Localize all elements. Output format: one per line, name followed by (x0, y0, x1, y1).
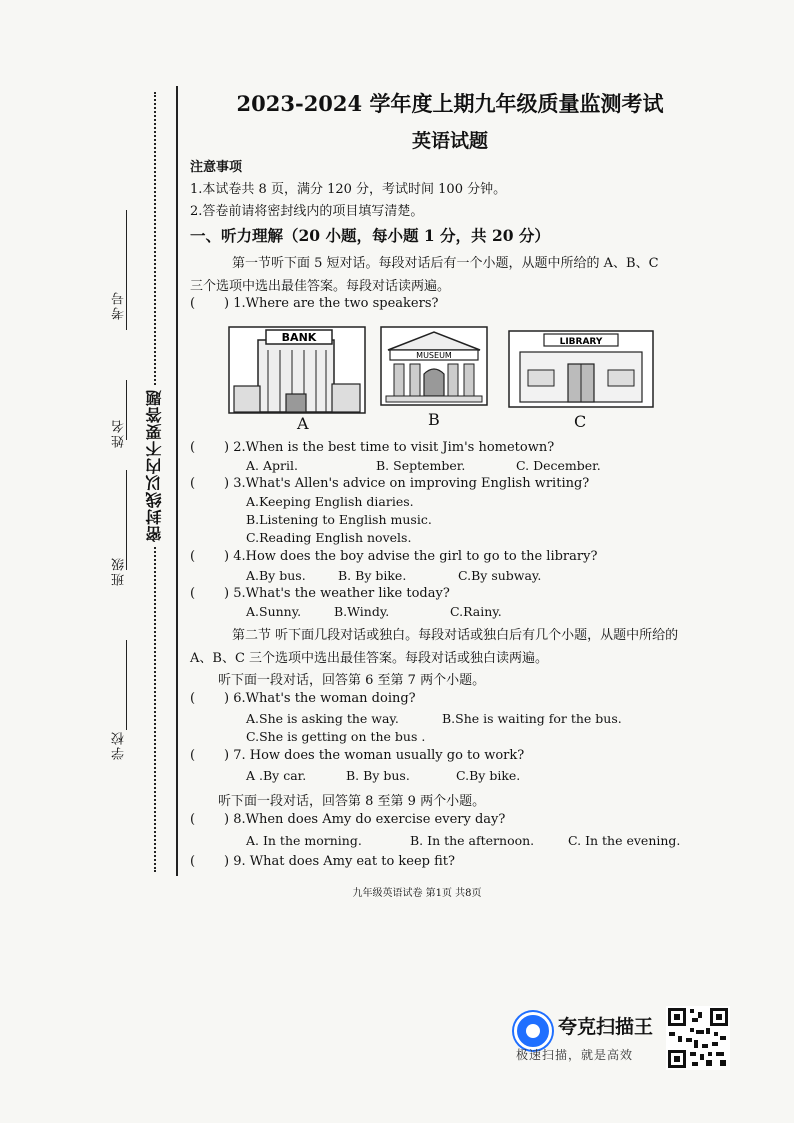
question-3-text: 3.What's Allen's advice on improving English writing? (233, 476, 590, 491)
picture-a-label: A (297, 414, 309, 433)
q4-option-a: A.By bus. (246, 568, 306, 583)
notice-item-2: 2.答卷前请将密封线内的项目填写清楚。 (190, 204, 424, 219)
question-7: ( ) 7. How does the woman usually go to work? (190, 748, 525, 763)
q7-option-b: B. By bus. (346, 768, 410, 783)
question-2-text: 2.When is the best time to visit Jim's hometown? (233, 440, 555, 455)
scanner-slogan: 极速扫描，就是高效 (516, 1048, 634, 1062)
question-9-text: 9. What does Amy eat to keep fit? (233, 854, 455, 869)
qr-code-icon (666, 1006, 730, 1070)
question-6: ( ) 6.What's the woman doing? (190, 691, 416, 706)
page-footer: 九年级英语试卷 第1页 共8页 (352, 888, 482, 899)
q5-option-a: A.Sunny. (246, 604, 302, 619)
question-8: ( ) 8.When does Amy do exercise every day? (190, 812, 506, 827)
question-7-text: 7. How does the woman usually go to work? (233, 748, 525, 763)
section1-instr-1: 第一节听下面 5 短对话。每段对话后有一个小题，从题中所给的 A、B、C (232, 256, 659, 271)
q8-option-b: B. In the afternoon. (410, 833, 535, 848)
museum-picture (380, 326, 488, 406)
question-5-text: 5.What's the weather like today? (233, 586, 450, 601)
q6-option-b: B.She is waiting for the bus. (442, 711, 622, 726)
picture-b-label: B (428, 410, 440, 429)
q3-option-a: A.Keeping English diaries. (246, 494, 414, 509)
question-1-text: 1.Where are the two speakers? (233, 296, 439, 311)
class-line (126, 470, 127, 570)
q4-option-b: B. By bike. (338, 568, 407, 583)
library-picture (508, 330, 654, 408)
q6-option-c: C.She is getting on the bus . (246, 729, 426, 744)
question-5: ( ) 5.What's the weather like today? (190, 586, 450, 601)
section1-instr-2: 三个选项中选出最佳答案。每段对话读两遍。 (190, 279, 451, 294)
notice-heading: 注意事项 (190, 160, 243, 175)
q3-option-c: C.Reading English novels. (246, 530, 412, 545)
q6-option-a: A.She is asking the way. (246, 711, 399, 726)
library-sign: LIBRARY (559, 337, 603, 347)
question-6-text: 6.What's the woman doing? (233, 691, 416, 706)
part1-heading: 一、听力理解（20 小题，每小题 1 分，共 20 分） (190, 226, 550, 245)
q2-option-b: B. September. (376, 458, 466, 473)
scanner-app-name: 夸克扫描王 (558, 1016, 654, 1038)
question-9: ( ) 9. What does Amy eat to keep fit? (190, 854, 455, 869)
school-label: 学校 (112, 730, 127, 760)
bank-picture (228, 326, 366, 414)
museum-sign: MUSEUM (416, 351, 452, 360)
seal-notice: 密封线以内不要答题 (143, 385, 166, 546)
q8-option-c: C. In the evening. (568, 833, 681, 848)
q7-option-a: A .By car. (246, 768, 307, 783)
question-2: ( ) 2.When is the best time to visit Jim's hometown? (190, 440, 555, 455)
picture-c-label: C (574, 412, 587, 431)
section2-instr-1: 第二节 听下面几段对话或独白。每段对话或独白后有几个小题，从题中所给的 (232, 628, 679, 643)
question-4: ( ) 4.How does the boy advise the girl to go to the library? (190, 549, 598, 564)
q4-option-c: C.By subway. (458, 568, 542, 583)
question-1: ( ) 1.Where are the two speakers? (190, 296, 439, 311)
exam-subtitle: 英语试题 (411, 130, 488, 152)
class-label: 班级 (112, 556, 127, 586)
bank-sign: BANK (281, 331, 317, 344)
margin-rule (176, 86, 178, 876)
dialog1-intro: 听下面一段对话，回答第 6 至第 7 两个小题。 (218, 673, 486, 688)
question-4-text: 4.How does the boy advise the girl to go to the library? (233, 549, 598, 564)
q7-option-c: C.By bike. (456, 768, 521, 783)
notice-item-1: 1.本试卷共 8 页，满分 120 分，考试时间 100 分钟。 (190, 182, 507, 197)
question-3: ( ) 3.What's Allen's advice on improving English writing? (190, 476, 590, 491)
q8-option-a: A. In the morning. (246, 833, 362, 848)
q5-option-b: B.Windy. (334, 604, 390, 619)
section2-instr-2: A、B、C 三个选项中选出最佳答案。每段对话或独白读两遍。 (190, 651, 549, 666)
school-line (126, 640, 127, 730)
q3-option-b: B.Listening to English music. (246, 512, 432, 527)
q5-option-c: C.Rainy. (450, 604, 502, 619)
exam-title: 2023-2024 学年度上期九年级质量监测考试 (236, 91, 664, 116)
scanner-logo-icon (514, 1012, 552, 1050)
q2-option-a: A. April. (246, 458, 298, 473)
q2-option-c: C. December. (516, 458, 601, 473)
dialog2-intro: 听下面一段对话，回答第 8 至第 9 两个小题。 (218, 794, 486, 809)
kaohao-label: 考号 (112, 290, 127, 320)
question-8-text: 8.When does Amy do exercise every day? (233, 812, 506, 827)
name-label: 姓名 (112, 418, 127, 448)
